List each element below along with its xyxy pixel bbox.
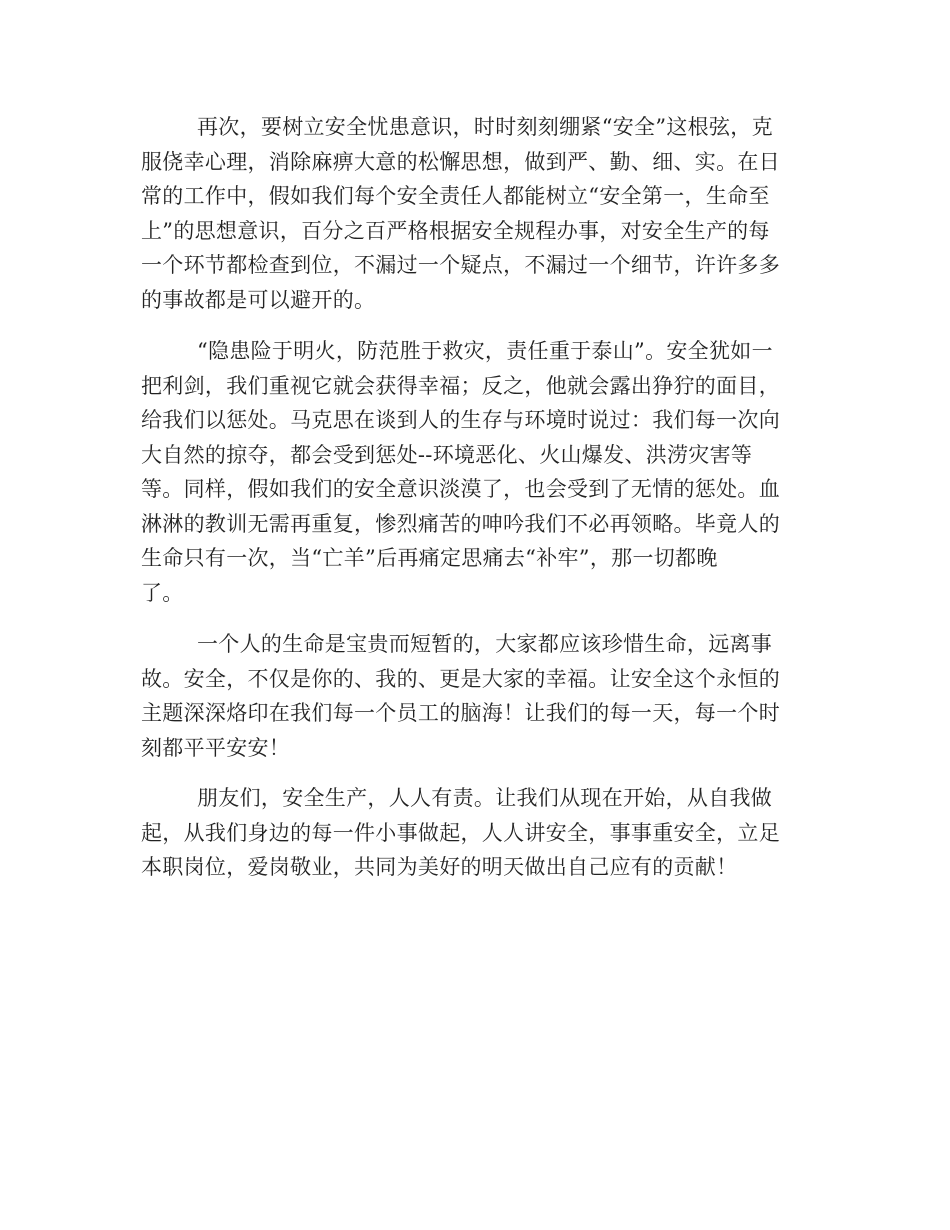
- paragraph-cherish-life: [141, 627, 809, 765]
- text-line: 再次，要树立安全忧患意识，时时刻刻绷紧“安全”这根弦，克: [197, 115, 773, 139]
- text-line: 朋友们，安全生产，人人有责。让我们从现在开始，从自我做: [197, 786, 773, 810]
- paragraph-hidden-danger: [141, 334, 809, 610]
- paragraph-safety-awareness: [141, 110, 809, 317]
- text-line: 主题深深烙印在我们每一个员工的脑海！让我们的每一天，每一个时: [141, 701, 780, 725]
- text-line: 服侥幸心理，消除麻痹大意的松懈思想，做到严、勤、细、实。在日: [141, 149, 780, 174]
- text-line: 了。: [141, 580, 184, 605]
- text-line: 刻都平平安安！: [141, 735, 291, 760]
- text-line: 给我们以惩处。马克思在谈到人的生存与环境时说过：我们每一次向: [141, 408, 780, 432]
- text-line: 生命只有一次，当“亡羊”后再痛定思痛去“补牢”，那一切都晚: [141, 546, 718, 570]
- text-line: “隐患险于明火，防范胜于救灾，责任重于泰山”。安全犹如一: [197, 339, 773, 363]
- text-line: 淋淋的教训无需再重复，惨烈痛苦的呻吟我们不必再领略。毕竟人的: [141, 511, 780, 536]
- document-body: [141, 110, 809, 885]
- text-line: 起，从我们身边的每一件小事做起，人人讲安全，事事重安全，立足: [141, 820, 780, 845]
- text-line: 把利剑，我们重视它就会获得幸福；反之，他就会露出狰狞的面目，: [141, 373, 780, 398]
- text-line: 大自然的掠夺，都会受到惩处--环境恶化、火山爆发、洪涝灾害等: [141, 442, 753, 467]
- text-line: 等。同样，假如我们的安全意识淡漠了，也会受到了无情的惩处。血: [141, 477, 780, 501]
- text-line: 的事故都是可以避开的。: [141, 287, 376, 312]
- text-line: 一个人的生命是宝贵而短暂的，大家都应该珍惜生命，远离事: [197, 632, 773, 656]
- text-line: 本职岗位，爱岗敬业，共同为美好的明天做出自己应有的贡献！: [141, 855, 738, 879]
- text-line: 上”的思想意识，百分之百严格根据安全规程办事，对安全生产的每: [141, 218, 770, 243]
- text-line: 常的工作中，假如我们每个安全责任人都能树立“安全第一，生命至: [141, 184, 770, 208]
- paragraph-closing-call: [141, 781, 809, 885]
- text-line: 故。安全，不仅是你的、我的、更是大家的幸福。让安全这个永恒的: [141, 666, 780, 691]
- text-line: 一个环节都检查到位，不漏过一个疑点，不漏过一个细节，许许多多: [141, 253, 780, 277]
